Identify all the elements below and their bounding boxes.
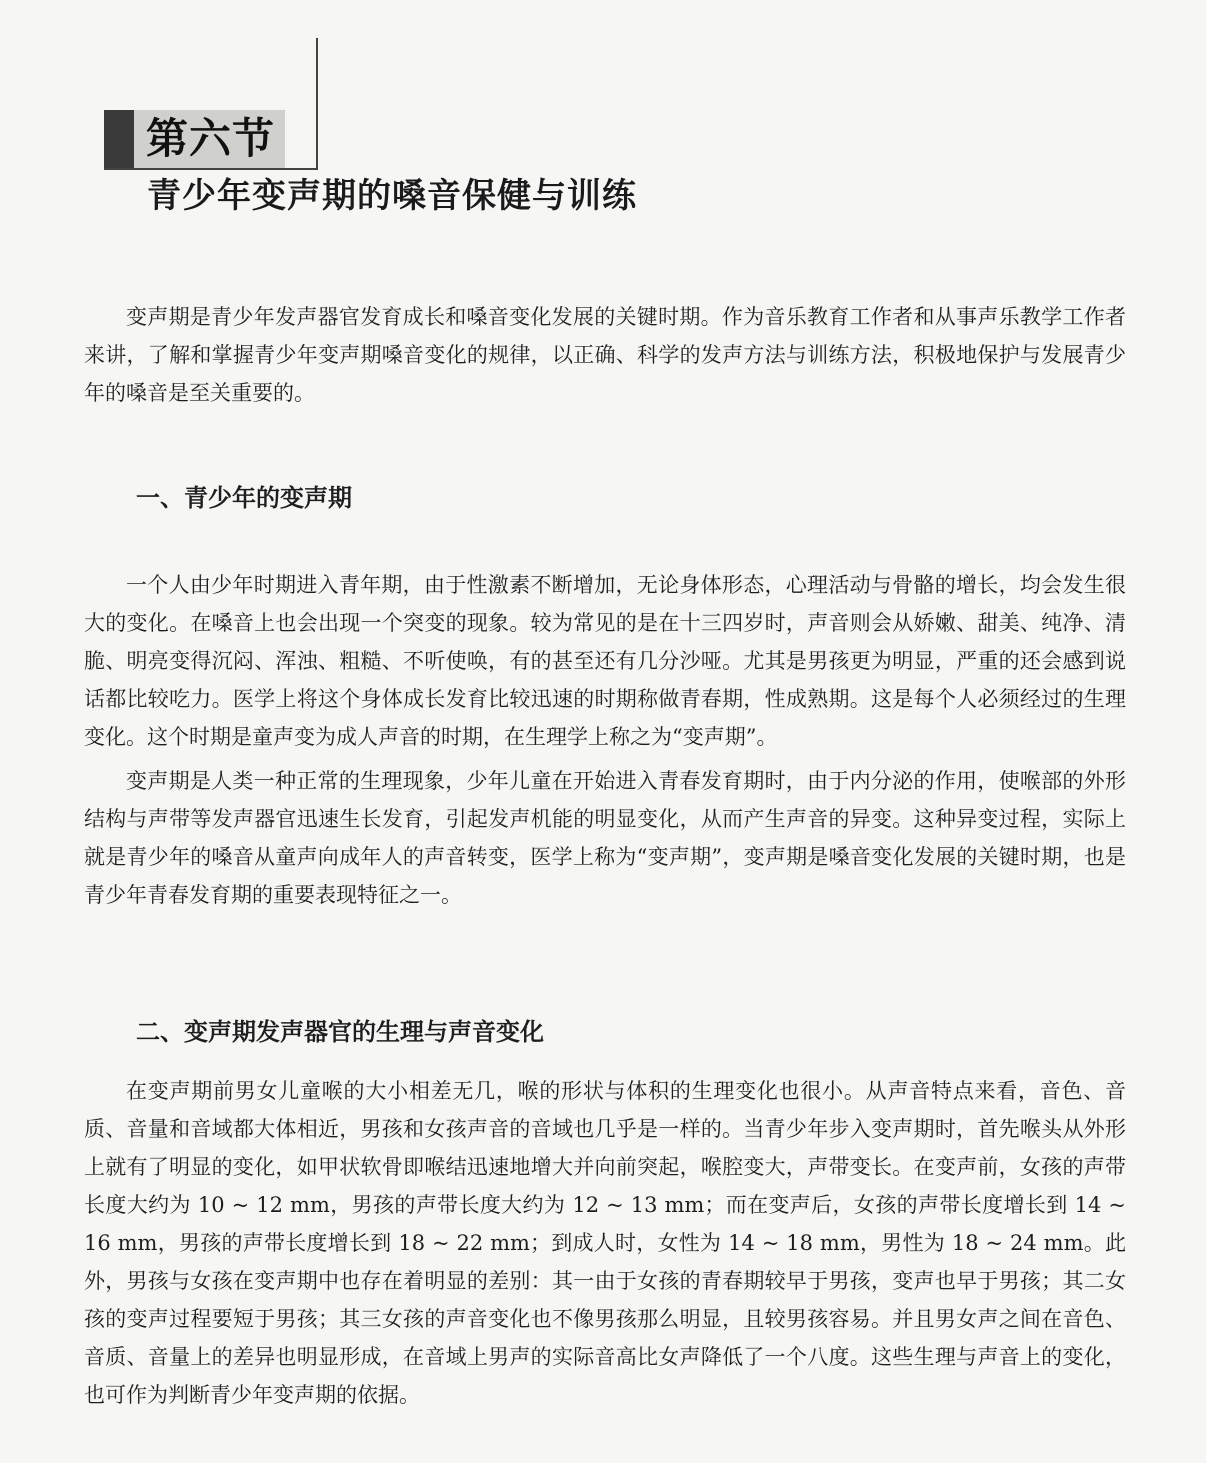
section-number: 第六节 (134, 110, 285, 168)
subsection-heading-2: 二、变声期发声器官的生理与声音变化 (136, 1018, 544, 1046)
paragraph-1-2: 变声期是人类一种正常的生理现象，少年儿童在开始进入青春发育期时，由于内分泌的作用，使喉部的外形结构与声带等发声器官迅速生长发育，引起发声机能的明显变化，从而产生声音的异变。这种异变过程，实际上就是青少年的嗓音从童声向成年人的声音转变，医学上称为“变声期”，变声期是嗓音变化发展的关键时期，也是青少年青春发育期的重要表现特征之一。 (84, 769, 1126, 907)
badge-dark-bar (104, 110, 134, 168)
section-title: 青少年变声期的嗓音保健与训练 (147, 176, 637, 216)
badge-vertical-rule (316, 38, 318, 168)
paragraph-1-1: 一个人由少年时期进入青年期，由于性激素不断增加，无论身体形态，心理活动与骨骼的增长，均会发生很大的变化。在嗓音上也会出现一个突变的现象。较为常见的是在十三四岁时，声音则会从娇嫩、甜美、纯净、清脆、明亮变得沉闷、浑浊、粗糙、不听使唤，有的甚至还有几分沙哑。尤其是男孩更为明显，严重的还会感到说话都比较吃力。医学上将这个身体成长发育比较迅速的时期称做青春期，性成熟期。这是每个人必须经过的生理变化。这个时期是童声变为成人声音的时期，在生理学上称之为“变声期”。 (84, 573, 1126, 749)
intro-paragraph: 变声期是青少年发声器官发育成长和嗓音变化发展的关键时期。作为音乐教育工作者和从事声乐教学工作者来讲，了解和掌握青少年变声期嗓音变化的规律，以正确、科学的发声方法与训练方法，积极地保护与发展青少年的嗓音是至关重要的。 (84, 305, 1126, 405)
subsection-heading-1: 一、青少年的变声期 (136, 484, 352, 512)
paragraph-2-1: 在变声期前男女儿童喉的大小相差无几，喉的形状与体积的生理变化也很小。从声音特点来看，音色、音质、音量和音域都大体相近，男孩和女孩声音的音域也几乎是一样的。当青少年步入变声期时，首先喉头从外形上就有了明显的变化，如甲状软骨即喉结迅速地增大并向前突起，喉腔变大，声带变长。在变声前，女孩的声带长度大约为 10 ~ 12 mm，男孩的声带长度大约为 12 ~ 13 mm；而在变声后，女孩的声带长度增长到 14 ~ 16 mm，男孩的声带长度增长到 18 ~ 22 mm；到成人时，女性为 14 ~ 18 mm，男性为 18 ~ 24 mm。此外，男孩与女孩在变声期中也存在着明显的差别：其一由于女孩的青春期较早于男孩，变声也早于男孩；其二女孩的变声过程要短于男孩；其三女孩的声音变化也不像男孩那么明显，且较男孩容易。并且男女声之间在音色、音质、音量上的差异也明显形成，在音域上男声的实际音高比女声降低了一个八度。这些生理与声音上的变化，也可作为判断青少年变声期的依据。 (84, 1079, 1126, 1407)
section-badge (104, 110, 285, 168)
